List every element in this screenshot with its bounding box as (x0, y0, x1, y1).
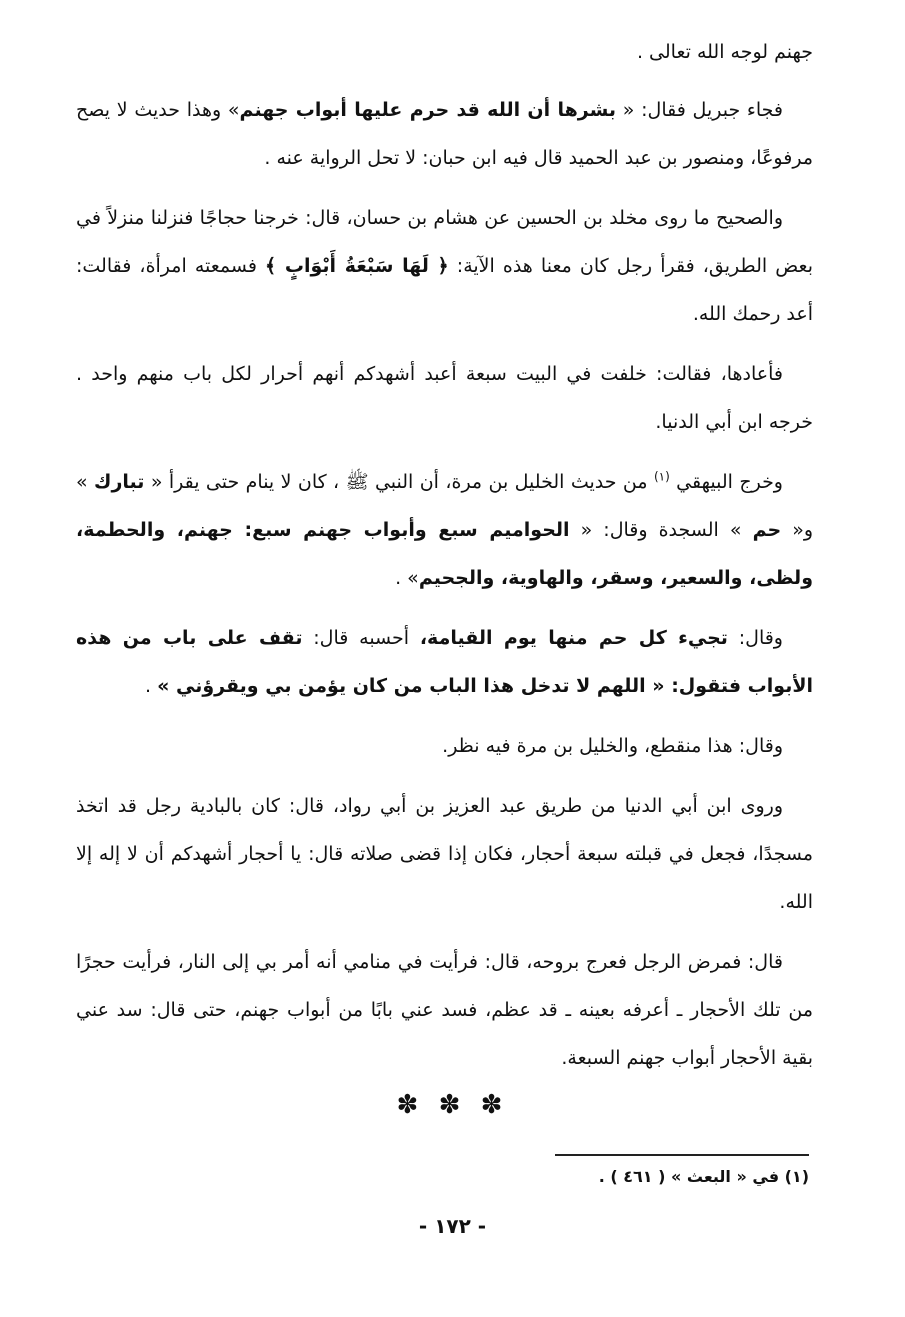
paragraph-text: وقال: هذا منقطع، والخليل بن مرة فيه نظر. (442, 735, 783, 757)
page-number: - ١٧٢ - (418, 1214, 487, 1238)
paragraph-makhlad-narration (76, 194, 813, 338)
paragraph-text: وروى ابن أبي الدنيا من طريق عبد العزيز بن أبي رواد، قال: كان بالبادية رجل قد اتخذ مسجدًا، فجعل في قبلته سبعة أحجار، فكان إذا قضى صلاته قال: يا أحجار أشهدكم أن لا إله إلا الله. (76, 795, 813, 913)
quoted-hadith: بشرها أن الله قد حرم عليها أبواب جهنم (239, 99, 617, 121)
paragraph-text: فأعادها، فقالت: خلفت في البيت سبعة أعبد أشهدكم أنهم أحرار لكل باب منهم واحد . خرجه ابن أبي الدنيا. (76, 363, 813, 433)
paragraph-text: قال: فمرض الرجل فعرج بروحه، قال: فرأيت في منامي أنه أمر بي إلى النار، فرأيت حجرًا من تلك الأحجار ـ أعرفه بعينه ـ قد عظم، فسد عني بابًا من أبواب جهنم، حتى قال: سد عني بقية الأحجار أبواب جهنم السبعة. (76, 951, 813, 1069)
surah-name: حم (752, 519, 782, 541)
paragraph-text: فجاء جبريل فقال: « (616, 99, 784, 121)
paragraph-text: أحسبه قال: (302, 627, 420, 649)
paragraph-text: » . (395, 567, 419, 589)
paragraph-gabriel-narration (76, 86, 813, 182)
paragraph-text: » وهذا حديث لا يصح مرفوعًا، ومنصور بن عبد الحميد قال فيه ابن حبان: لا تحل الرواية عنه . (76, 99, 813, 169)
paragraph-abu-rawwad (76, 782, 813, 926)
section-separator: ✽ ✽ ✽ (396, 1090, 509, 1120)
paragraph-hawamim (76, 614, 813, 710)
paragraph-continuation (76, 28, 813, 76)
paragraph-text: والصحيح ما روى مخلد بن الحسين عن هشام بن حسان، قال: خرجنا حجاجًا فنزلنا منزلاً في بعض الطريق، فقرأ رجل كان معنا هذه الآية: (76, 207, 813, 277)
paragraph-dream (76, 938, 813, 1082)
paragraph-bayhaqi (76, 458, 813, 602)
paragraph-text: وقال: (727, 627, 783, 649)
paragraph-text: جهنم لوجه الله تعالى . (636, 41, 813, 63)
footnote-marker[interactable]: (١) (653, 469, 670, 484)
surah-name: تبارك (94, 471, 145, 493)
paragraph-text: فسمعته امرأة، فقالت: أعد رحمك الله. (76, 255, 813, 325)
main-text (76, 28, 813, 1094)
quoted-hadith: تجيء كل حم منها يوم القيامة، (419, 627, 728, 649)
footnote-divider (555, 1154, 809, 1156)
paragraph-text: » السجدة وقال: « (569, 519, 753, 541)
quoted-hadith: تقف على باب من هذه الأبواب فتقول: « اللهم لا تدخل هذا الباب من كان يؤمن بي ويقرؤني » (76, 627, 813, 697)
footnote: (١) في « البعث » ( ٤٦١ ) . (598, 1167, 809, 1186)
paragraph-munqati (76, 722, 813, 770)
paragraph-text: . (145, 675, 158, 697)
quran-verse: ﴿ لَهَا سَبْعَةُ أَبْوَابٍ ﴾ (265, 255, 449, 277)
paragraph-seven-slaves (76, 350, 813, 446)
paragraph-text: من حديث الخليل بن مرة، أن النبي ﷺ ، كان لا ينام حتى يقرأ « (144, 471, 654, 493)
paragraph-text: » و« (76, 471, 814, 541)
quoted-hadith: الحواميم سبع وأبواب جهنم سبع: جهنم، والحطمة، ولظى، والسعير، وسقر، والهاوية، والجحيم (76, 519, 813, 589)
paragraph-text: وخرج البيهقي (669, 471, 783, 493)
